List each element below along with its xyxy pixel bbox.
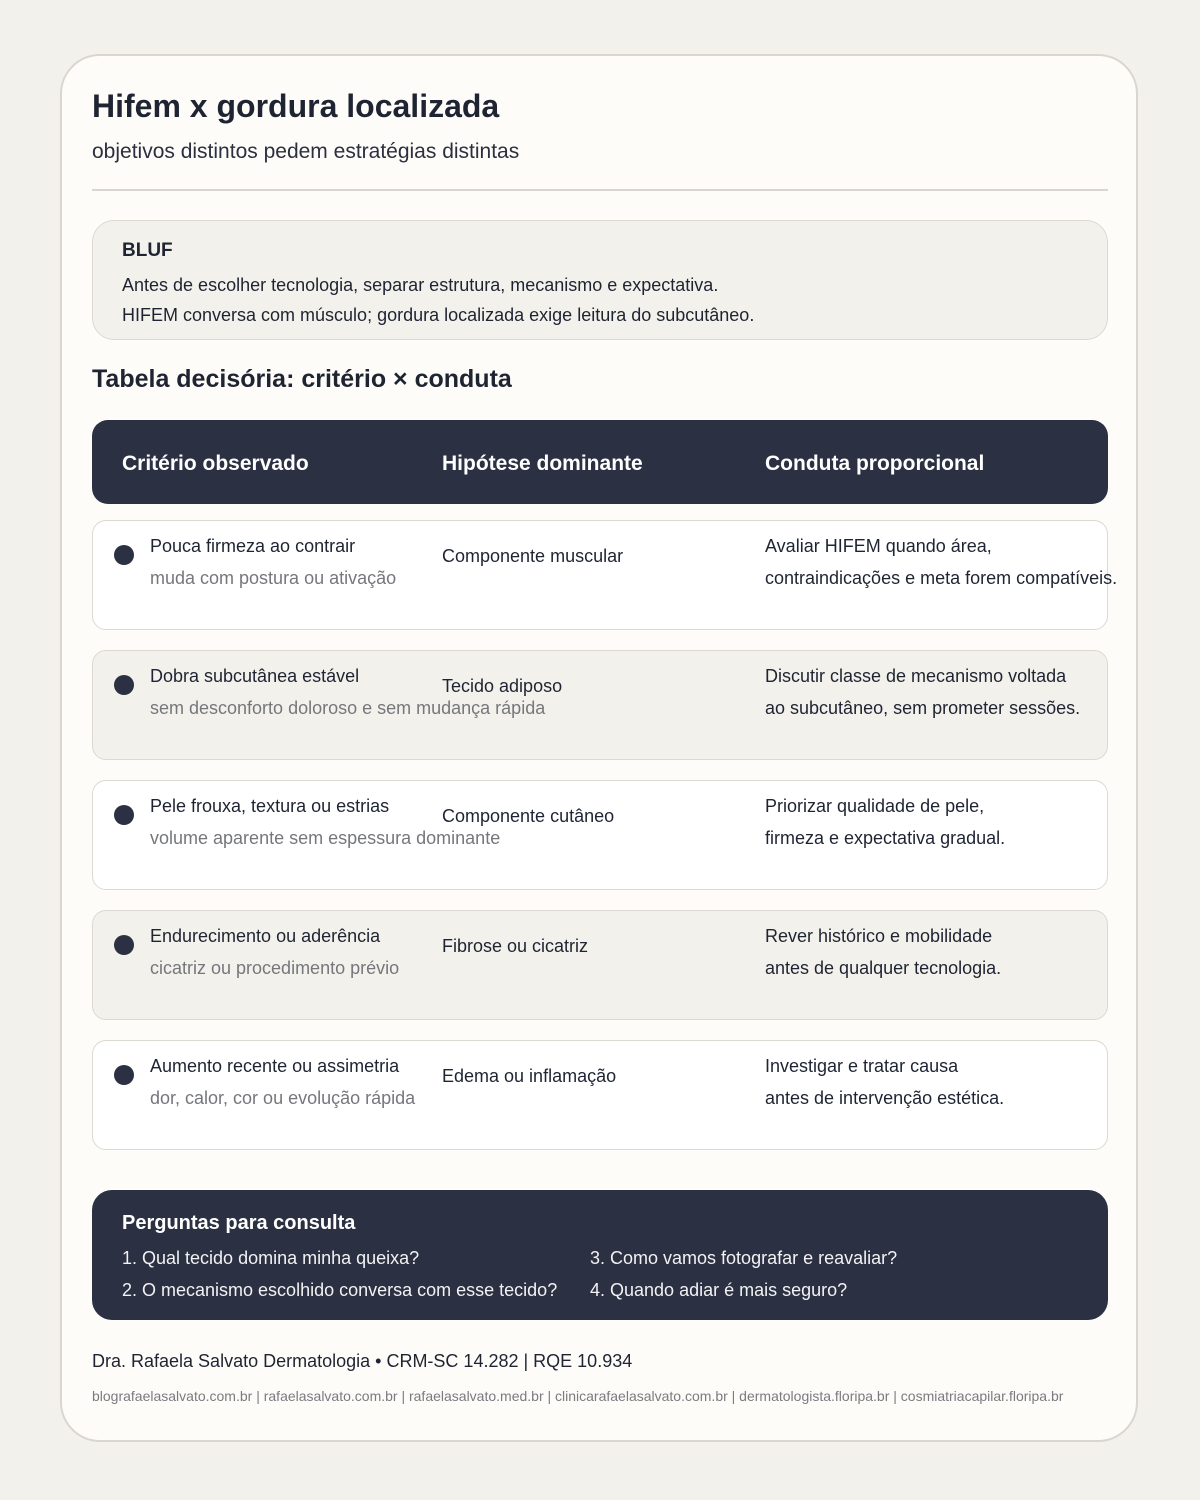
row-bullet [114,805,134,825]
header-criterion: Critério observado [122,452,309,475]
row-action-line-2: contraindicações e meta forem compatíveis. [765,568,1118,588]
footer-links: blografaelasalvato.com.br | rafaelasalvato.com.br | rafaelasalvato.med.br | clinicarafaelasalvato.com.br | dermatologista.floripa.br | cosmiatriacapilar.floripa.br [92,1388,1064,1404]
question-item: 2. O mecanismo escolhido conversa com esse tecido? [122,1280,558,1300]
row-criterion: Dobra subcutânea estável [150,666,360,686]
row-hypothesis: Fibrose ou cicatriz [442,936,589,956]
header-hypothesis: Hipótese dominante [442,452,643,475]
row-bullet [114,935,134,955]
table-title: Tabela decisória: critério × conduta [92,365,512,393]
row-action-line-1: Priorizar qualidade de pele, [765,796,985,816]
bluf-line-1: Antes de escolher tecnologia, separar estrutura, mecanismo e expectativa. [122,275,719,295]
page-subtitle: objetivos distintos pedem estratégias distintas [92,140,520,163]
row-bullet [114,1065,134,1085]
question-item: 3. Como vamos fotografar e reavaliar? [590,1248,898,1268]
row-action-line-1: Discutir classe de mecanismo voltada [765,666,1067,686]
row-criterion: Endurecimento ou aderência [150,926,381,946]
row-hypothesis: Tecido adiposo [442,676,563,696]
header-action: Conduta proporcional [765,452,985,475]
row-criterion-note: sem desconforto doloroso e sem mudança rápida [150,698,546,718]
bluf-label: BLUF [122,240,173,261]
row-action-line-1: Avaliar HIFEM quando área, [765,536,992,556]
row-hypothesis: Edema ou inflamação [442,1066,617,1086]
row-criterion-note: cicatriz ou procedimento prévio [150,958,400,978]
row-action-line-1: Rever histórico e mobilidade [765,926,993,946]
questions-title: Perguntas para consulta [122,1212,356,1234]
row-criterion: Pouca firmeza ao contrair [150,536,356,556]
row-criterion-note: volume aparente sem espessura dominante [150,828,501,848]
row-action-line-1: Investigar e tratar causa [765,1056,959,1076]
row-criterion: Aumento recente ou assimetria [150,1056,400,1076]
row-criterion-note: muda com postura ou ativação [150,568,397,588]
footer-credentials: Dra. Rafaela Salvato Dermatologia • CRM-SC 14.282 | RQE 10.934 [92,1351,633,1371]
header-divider [92,189,1108,191]
row-hypothesis: Componente muscular [442,546,624,566]
row-action-line-2: antes de intervenção estética. [765,1088,1005,1108]
row-hypothesis: Componente cutâneo [442,806,615,826]
row-bullet [114,675,134,695]
row-action-line-2: firmeza e expectativa gradual. [765,828,1006,848]
question-item: 1. Qual tecido domina minha queixa? [122,1248,420,1268]
question-item: 4. Quando adiar é mais seguro? [590,1280,848,1300]
bluf-line-2: HIFEM conversa com músculo; gordura localizada exige leitura do subcutâneo. [122,305,755,325]
row-criterion: Pele frouxa, textura ou estrias [150,796,390,816]
page-title: Hifem x gordura localizada [92,88,500,124]
row-criterion-note: dor, calor, cor ou evolução rápida [150,1088,416,1108]
row-action-line-2: ao subcutâneo, sem prometer sessões. [765,698,1081,718]
row-action-line-2: antes de qualquer tecnologia. [765,958,1002,978]
row-bullet [114,545,134,565]
